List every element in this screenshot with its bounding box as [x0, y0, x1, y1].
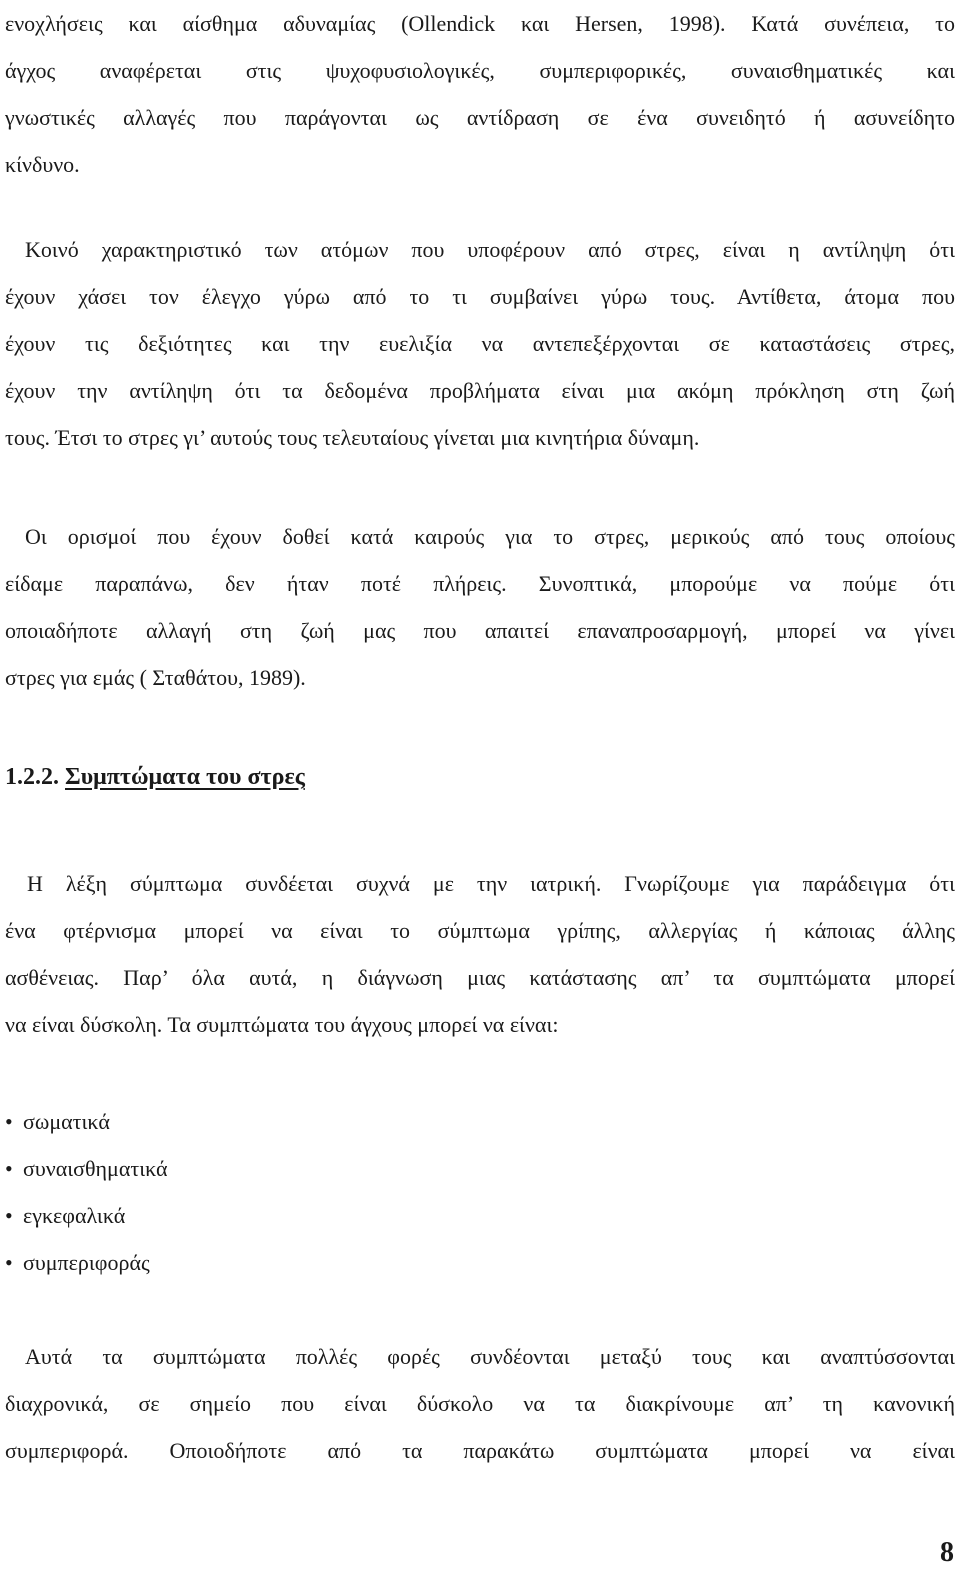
bullet-icon: •: [5, 1203, 13, 1228]
list-item-text: σωματικά: [23, 1109, 110, 1134]
text-line: διαχρονικά, σε σημείο που είναι δύσκολο να τα διακρίνουμε απ’ τη κανονική: [5, 1391, 955, 1416]
text-line: γνωστικές αλλαγές που παράγονται ως αντίδραση σε ένα συνειδητό ή ασυνείδητο: [5, 105, 955, 130]
paragraph-5: [5, 1333, 955, 1474]
list-item-text: συμπεριφοράς: [23, 1250, 150, 1275]
list-item-text: εγκεφαλικά: [23, 1203, 126, 1228]
page-number: 8: [940, 1537, 954, 1568]
text-line: άγχος αναφέρεται στις ψυχοφυσιολογικές, συμπεριφορικές, συναισθηματικές και: [5, 58, 955, 83]
text-line: τους. Έτσι το στρες γι’ αυτούς τους τελευταίους γίνεται μια κινητήρια δύναμη.: [5, 425, 700, 450]
symptoms-list: [5, 1098, 168, 1286]
text-line: Αυτά τα συμπτώματα πολλές φορές συνδέονται μεταξύ τους και αναπτύσσονται: [25, 1344, 955, 1369]
list-item: [5, 1192, 168, 1239]
paragraph-1: [5, 0, 955, 188]
text-line: Κοινό χαρακτηριστικό των ατόμων που υποφέρουν από στρες, είναι η αντίληψη ότι: [25, 237, 955, 262]
text-line: έχουν την αντίληψη ότι τα δεδομένα προβλήματα είναι μια ακόμη πρόκληση στη ζωή: [5, 378, 955, 403]
text-line: να είναι δύσκολη. Τα συμπτώματα του άγχους μπορεί να είναι:: [5, 1012, 559, 1037]
text-line: έχουν τις δεξιότητες και την ευελιξία να αντεπεξέρχονται σε καταστάσεις στρες,: [5, 331, 955, 356]
text-line: συμπεριφορά. Οποιοδήποτε από τα παρακάτω συμπτώματα μπορεί να είναι: [5, 1438, 955, 1463]
section-number: 1.2.2.: [5, 764, 59, 790]
text-line: κίνδυνο.: [5, 152, 80, 177]
text-line: στρες για εμάς ( Σταθάτου, 1989).: [5, 665, 306, 690]
text-line: οποιαδήποτε αλλαγή στη ζωή μας που απαιτεί επαναπροσαρμογή, μπορεί να γίνει: [5, 618, 955, 643]
paragraph-3: [5, 513, 955, 701]
paragraph-2: [5, 226, 955, 461]
section-heading: [5, 757, 305, 797]
text-line: έχουν χάσει τον έλεγχο γύρω από το τι συμβαίνει γύρω τους. Αντίθετα, άτομα που: [5, 284, 955, 309]
list-item: [5, 1145, 168, 1192]
text-line: Οι ορισμοί που έχουν δοθεί κατά καιρούς για το στρες, μερικούς από τους οποίους: [25, 524, 955, 549]
list-item: [5, 1239, 168, 1286]
text-line: ένα φτέρνισμα μπορεί να είναι το σύμπτωμα γρίπης, αλλεργίας ή κάποιας άλλης: [5, 918, 955, 943]
section-title: Συμπτώματα του στρες: [65, 764, 305, 790]
bullet-icon: •: [5, 1250, 13, 1275]
paragraph-4: [5, 860, 955, 1048]
list-item-text: συναισθηματικά: [23, 1156, 168, 1181]
text-line: ενοχλήσεις και αίσθημα αδυναμίας (Ollendick και Hersen, 1998). Κατά συνέπεια, το: [5, 11, 955, 36]
list-item: [5, 1098, 168, 1145]
text-line: είδαμε παραπάνω, δεν ήταν ποτέ πλήρεις. Συνοπτικά, μπορούμε να πούμε ότι: [5, 571, 955, 596]
bullet-icon: •: [5, 1156, 13, 1181]
text-line: ασθένειας. Παρ’ όλα αυτά, η διάγνωση μιας κατάστασης απ’ τα συμπτώματα μπορεί: [5, 965, 955, 990]
bullet-icon: •: [5, 1109, 13, 1134]
text-line: Η λέξη σύμπτωμα συνδέεται συχνά με την ιατρική. Γνωρίζουμε για παράδειγμα ότι: [27, 871, 955, 896]
